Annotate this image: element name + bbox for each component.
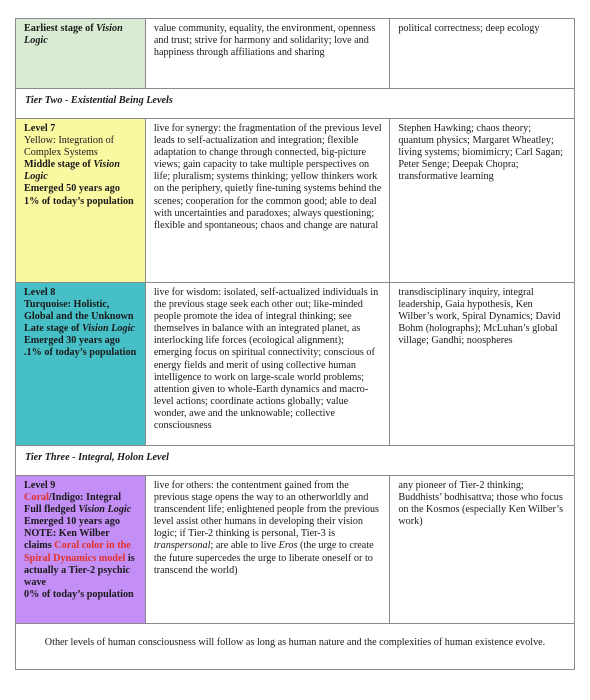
stage-cell-earliest — [16, 19, 146, 89]
level-7-population: 1% of today’s population — [24, 195, 134, 207]
document-page — [15, 18, 575, 670]
values-cell-earliest: value community, equality, the environment, openness and trust; strive for harmony and solidarity; love and happiness through affiliations and sharing — [145, 19, 389, 89]
tier-three-header-row — [16, 446, 575, 476]
level-9-title: Level 9 — [24, 480, 56, 491]
level-9-note: NOTE: Ken Wilber — [24, 528, 110, 540]
level-7-color: Yellow: Integration of Complex Systems — [24, 135, 115, 159]
stage-cell-level-7 — [16, 119, 146, 283]
level-7-stage: Middle stage of Vision Logic — [24, 159, 120, 183]
level-8-title: Level 8 — [24, 287, 56, 298]
level-8-color: Turquoise: Holistic, Global and the Unknown — [24, 299, 134, 323]
tier-two-header-row — [16, 89, 575, 119]
stage-cell-level-8 — [16, 283, 146, 446]
level-7-title: Level 7 — [24, 123, 56, 134]
level-9-claim: claims Coral color in the Spiral Dynamics model is actually a Tier-2 psychic wave — [24, 540, 135, 588]
examples-cell-level-8: transdisciplinary inquiry, integral leadership, Gaia hypothesis, Ken Wilber’s work, Spiral Dynamics; David Bohm (holographs); McLuhan’s global village; Gandhi; noospheres — [390, 283, 575, 446]
stage-label-italic: Vision Logic — [24, 23, 123, 47]
level-8-emerged: Emerged 30 years ago — [24, 335, 120, 347]
row-level-9 — [16, 476, 575, 624]
tier-three-header: Tier Three - Integral, Holon Level — [16, 446, 575, 476]
level-8-population: .1% of today’s population — [24, 347, 137, 359]
examples-cell-level-9: any pioneer of Tier-2 thinking; Buddhists’ bodhisattva; those who focus on the Kosmos (especially Ken Wilber’s work) — [390, 476, 575, 624]
values-cell-level-7: live for synergy: the fragmentation of the previous level leads to self-actualization and integration; flexible adaptation to change through connected, big-picture views; gain capacity to take multiple perspectives on life; pluralism; systems thinking; yellow thinkers work on the periphery, quietly fine-tuning systems behind the scenes; cooperation for the common good; able to deal with uncertainties and paradoxes; always questioning; flexible and spontaneous; chaos and change are natural — [145, 119, 389, 283]
row-earliest-vision-logic — [16, 19, 575, 89]
level-9-stage: Full fledged Vision Logic — [24, 504, 132, 516]
level-7-emerged: Emerged 50 years ago — [24, 183, 120, 195]
level-9-emerged: Emerged 10 years ago — [24, 516, 120, 528]
values-cell-level-8: live for wisdom: isolated, self-actualized individuals in the previous stage seek each other out; like-minded people promote the idea of integral thinking; see themselves in balance with an integrated planet, as interlocking life forces (ecological alignment); emerging focus on spiritual connectivity; conscious of energy fields and merit of using collective human intelligence to work on large-scale world problems; attention given to whole-Earth dynamics and macro-level actions; coordinate actions globally; value wonder, awe and the unknowable; collective consciousness — [145, 283, 389, 446]
level-9-color: Coral/Indigo: Integral — [24, 492, 122, 504]
stage-label: Earliest stage of — [24, 23, 97, 34]
row-level-7 — [16, 119, 575, 283]
consciousness-levels-table — [15, 18, 575, 670]
footer-note: Other levels of human consciousness will follow as long as human nature and the complexities of human existence evolve. — [16, 624, 575, 670]
level-9-population: 0% of today’s population — [24, 588, 134, 600]
footer-row — [16, 624, 575, 670]
row-level-8 — [16, 283, 575, 446]
values-cell-level-9: live for others: the contentment gained from the previous stage opens the way to an otherworldly and transcendent life; enlightened people from the previous level assist other humans in developing their vision logic; if Tier-2 thinking is personal, Tier-3 is transpersonal; are able to live Eros (the urge to create the future supercedes the urge to liberate oneself or to transcend the world) — [145, 476, 389, 624]
tier-two-header: Tier Two - Existential Being Levels — [16, 89, 575, 119]
stage-cell-level-9 — [16, 476, 146, 624]
examples-cell-earliest: political correctness; deep ecology — [390, 19, 575, 89]
examples-cell-level-7: Stephen Hawking; chaos theory; quantum physics; Margaret Wheatley; living systems; biomimicry; Carl Sagan; Peter Senge; Deepak Chopra; transformative learning — [390, 119, 575, 283]
level-8-stage: Late stage of Vision Logic — [24, 323, 135, 335]
